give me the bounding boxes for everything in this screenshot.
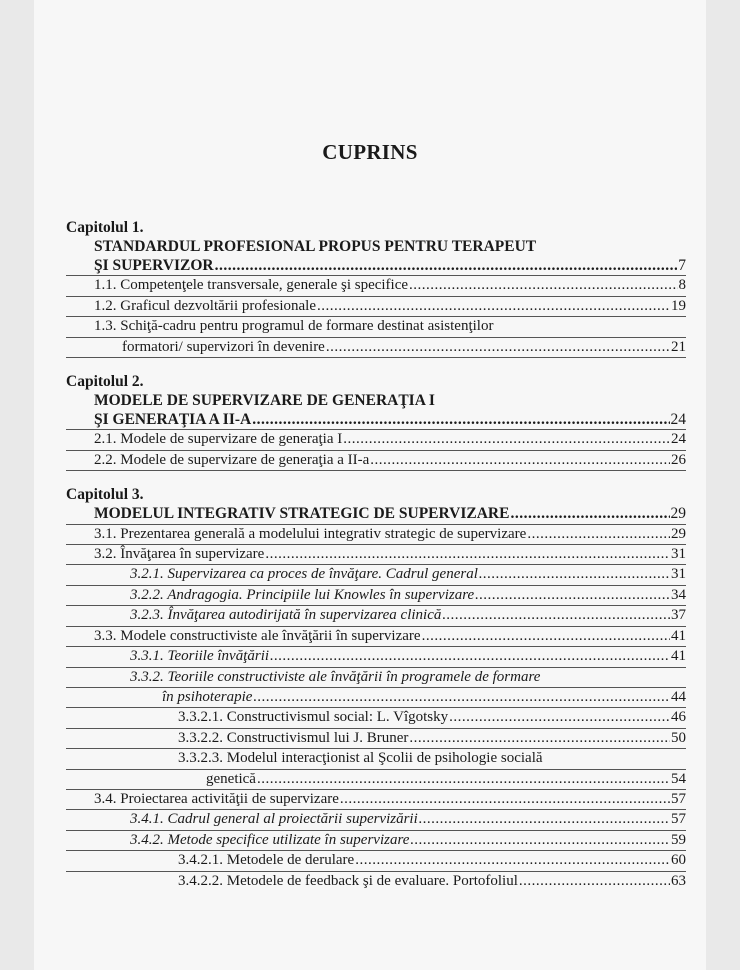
page-title: CUPRINS: [322, 140, 418, 164]
toc-entry-3-2-3: 3.2.3. Învăţarea autodirijată în supervizarea clinică ..... 37: [66, 606, 686, 626]
toc-entry-3-1: 3.1. Prezentarea generală a modelului integrativ strategic de supervizare ..... 29: [66, 525, 686, 545]
toc-entry-3-3-2: 3.3.2. Teoriile constructiviste ale învăţării în programele de formare: [66, 668, 686, 688]
toc-entry-2-1: 2.1. Modele de supervizare de generaţia I ..... 24: [66, 430, 686, 450]
document-page: [34, 0, 706, 970]
toc-entry-3-3: 3.3. Modele constructiviste ale învăţării în supervizare ..... 41: [66, 627, 686, 647]
toc-entry-3-3-2-3-cont: genetică ..... 54: [66, 770, 686, 790]
toc-entry-3-3-2-3: 3.3.2.3. Modelul interacţionist al Şcolii de psihologie socială: [66, 749, 686, 769]
chapter-2-label: Capitolul 2.: [66, 373, 144, 391]
chapter-1-label: Capitolul 1.: [66, 219, 144, 236]
toc-entry-3-4-2-2: 3.4.2.2. Metodele de feedback şi de evaluare. Portofoliul ..... 63: [66, 872, 686, 891]
toc-entry-3-3-2-1: 3.3.2.1. Constructivismul social: L. Vîgotsky ..... 46: [66, 708, 686, 728]
toc-entry-3-4-2: 3.4.2. Metode specifice utilizate în supervizare ..... 59: [66, 831, 686, 851]
toc-entry-1-2: 1.2. Graficul dezvoltării profesionale ..... 19: [66, 297, 686, 317]
table-of-contents: [66, 218, 686, 891]
toc-entry-3-2-2: 3.2.2. Andragogia. Principiile lui Knowles în supervizare ..... 34: [66, 586, 686, 606]
chapter-2-heading-line1: MODELE DE SUPERVIZARE DE GENERAŢIA I: [94, 392, 435, 410]
toc-entry-3-4-1: 3.4.1. Cadrul general al proiectării supervizării ..... 57: [66, 810, 686, 830]
toc-entry-1-3-cont: formatori/ supervizori în devenire ..... 21: [66, 338, 686, 358]
toc-entry-1-1: 1.1. Competenţele transversale, generale şi specifice ..... 8: [66, 276, 686, 296]
chapter-3-heading: MODELUL INTEGRATIV STRATEGIC DE SUPERVIZARE ..... 29: [66, 504, 686, 524]
toc-entry-1-3: 1.3. Schiţă-cadru pentru programul de formare destinat asistenţilor: [66, 317, 686, 337]
chapter-2-heading-line2: ŞI GENERAŢIA A II-A ..... 24: [66, 410, 686, 430]
toc-entry-3-2: 3.2. Învăţarea în supervizare ..... 31: [66, 545, 686, 565]
chapter-1-heading-line2: ŞI SUPERVIZOR ..... 7: [66, 256, 686, 276]
toc-entry-3-2-1: 3.2.1. Supervizarea ca proces de învăţare. Cadrul general ..... 31: [66, 565, 686, 585]
chapter-1-heading-line1: STANDARDUL PROFESIONAL PROPUS PENTRU TERAPEUT: [94, 238, 537, 255]
toc-entry-2-2: 2.2. Modele de supervizare de generaţia a II-a ..... 26: [66, 451, 686, 471]
chapter-3-label: Capitolul 3.: [66, 486, 144, 504]
toc-entry-3-4-2-1: 3.4.2.1. Metodele de derulare ..... 60: [66, 851, 686, 871]
toc-entry-3-3-1: 3.3.1. Teoriile învăţării ..... 41: [66, 647, 686, 667]
toc-entry-3-3-2-cont: în psihoterapie ..... 44: [66, 688, 686, 708]
toc-entry-3-3-2-2: 3.3.2.2. Constructivismul lui J. Bruner ..... 50: [66, 729, 686, 749]
toc-entry-3-4: 3.4. Proiectarea activităţii de supervizare ..... 57: [66, 790, 686, 810]
